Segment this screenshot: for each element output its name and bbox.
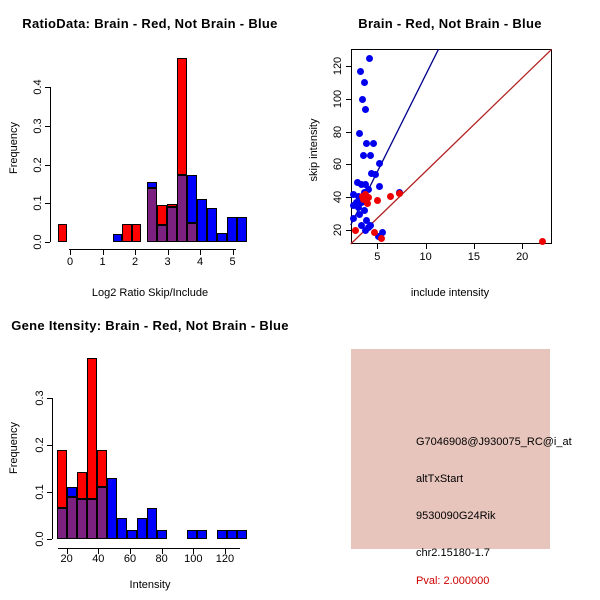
y-axis-tick [346,132,351,133]
y-tick-label: 80 [331,125,344,138]
gene-hist-y-axis-label: Frequency [8,422,20,474]
x-tick-label: 2 [131,256,139,268]
histogram-bar [227,217,237,242]
histogram-bar [122,224,131,242]
histogram-bar [207,208,217,242]
y-tick-label: 100 [331,89,344,108]
data-point-not-brain [370,140,377,147]
y-axis-tick [47,539,52,540]
y-axis-tick [45,87,50,88]
histogram-bar [217,530,227,539]
x-axis-tick [168,250,169,255]
y-tick-label: 0.1 [34,484,46,500]
x-axis-tick [135,250,136,255]
y-axis-tick [346,66,351,67]
data-point-not-brain [357,68,364,75]
x-axis-line [69,249,236,250]
gene-hist-title: Gene Itensity: Brain - Red, Not Brain - Blue [11,318,289,333]
histogram-bar [77,472,87,499]
data-point-not-brain [356,211,363,218]
splice-type-text: altTxStart [416,473,464,485]
histogram-bar [127,530,137,539]
y-axis-tick [346,164,351,165]
histogram-bar [97,450,107,488]
data-point-brain [352,227,359,234]
x-tick-label: 120 [215,553,235,565]
scatter-frame [351,49,552,244]
histogram-bar [187,530,197,539]
histogram-bar [117,518,127,539]
histogram-bar [187,175,197,223]
data-point-brain [387,193,394,200]
x-axis-tick [103,250,104,255]
y-tick-label: 40 [331,191,344,204]
data-point-brain [539,238,546,245]
x-axis-tick [426,244,427,249]
histogram-bar-overlap [187,223,197,242]
x-axis-tick [522,244,523,249]
data-point-not-brain [363,140,370,147]
y-axis-tick [346,197,351,198]
histogram-bar [177,58,187,175]
scatter-x-axis-label: include intensity [410,287,490,299]
x-tick-label: 20 [60,553,73,565]
gene-info-box [351,349,572,587]
histogram-bar-overlap [147,188,157,242]
x-tick-label: 80 [155,553,168,565]
locus-text: chr2.15180-1.7 [416,547,490,559]
panel-intensity-scatter [300,0,600,300]
histogram-bar [132,224,141,242]
y-axis-line [52,398,53,539]
histogram-bar [217,233,227,241]
y-tick-label: 120 [331,56,344,76]
gene-symbol-text: 9530090G24Rik [416,510,496,522]
x-tick-label: 0 [66,256,74,268]
histogram-bar [157,205,167,225]
histogram-bar-overlap [77,499,87,539]
y-tick-label: 0.4 [32,79,44,95]
histogram-bar [57,450,67,509]
x-axis-tick [70,250,71,255]
data-point-not-brain [362,106,369,113]
histogram-bar [157,530,167,539]
y-axis-tick [47,398,52,399]
y-tick-label: 0.0 [32,234,44,250]
data-point-not-brain [376,183,383,190]
data-point-not-brain [366,55,373,62]
histogram-bar [237,217,247,242]
ratio-hist-y-axis-label: Frequency [8,122,20,174]
x-tick-label: 100 [184,553,203,565]
histogram-bar [87,358,97,499]
histogram-bar [147,182,157,187]
pval-text: Pval: 2.000000 [416,575,490,587]
panel-gene-histogram [0,300,300,600]
y-tick-label: 0.3 [32,118,44,134]
histogram-bar [167,204,177,207]
histogram-bar [237,530,247,539]
panel-ratio-histogram [0,0,300,300]
y-axis-tick [346,99,351,100]
x-axis-tick [233,250,234,255]
histogram-bar [227,530,237,539]
x-tick-label: 4 [196,256,204,268]
y-axis-tick [47,492,52,493]
x-tick-label: 20 [516,251,529,263]
scatter-y-axis-label: skip intensity [308,118,320,182]
histogram-bar-overlap [177,175,187,241]
data-point-brain [364,200,371,207]
histogram-bar [197,530,207,539]
y-tick-label: 0.2 [32,156,44,173]
y-tick-label: 0.3 [34,390,46,406]
y-tick-label: 0.1 [32,195,44,211]
y-axis-tick [346,230,351,231]
histogram-bar-overlap [97,487,107,539]
histogram-bar-overlap [167,207,177,242]
x-tick-label: 5 [374,251,381,263]
ratio-hist-x-axis-label: Log2 Ratio Skip/Include [91,287,209,299]
histogram-bar [137,518,147,539]
histogram-bar [113,234,122,242]
y-tick-label: 0.0 [34,531,46,547]
x-axis-line [58,548,240,549]
y-tick-label: 20 [331,223,344,237]
ratio-hist-title: RatioData: Brain - Red, Not Brain - Blue [22,16,278,31]
histogram-bar [147,508,157,539]
y-axis-line [50,87,51,241]
panel-gene-info [300,300,600,600]
data-point-brain [396,190,403,197]
histogram-bar [58,224,67,242]
x-tick-label: 60 [123,553,137,565]
x-tick-label: 40 [92,553,105,565]
histogram-bar-overlap [87,499,97,539]
y-axis-tick [45,242,50,243]
histogram-bar-overlap [157,225,167,241]
x-tick-label: 5 [229,256,236,268]
probe-id-text: G7046908@J930075_RC@i_at [416,436,572,448]
y-tick-label: 60 [331,158,344,171]
histogram-bar-overlap [67,497,77,539]
x-tick-label: 15 [467,251,481,263]
y-axis-tick [45,126,50,127]
histogram-bar [197,199,207,241]
data-point-not-brain [367,152,374,159]
data-point-not-brain [376,160,383,167]
x-tick-label: 1 [99,256,106,268]
data-point-brain [371,229,378,236]
x-axis-tick [474,244,475,249]
x-axis-tick [200,250,201,255]
y-axis-tick [45,203,50,204]
scatter-title: Brain - Red, Not Brain - Blue [358,16,542,31]
x-axis-tick [377,244,378,249]
x-tick-label: 10 [419,251,432,263]
y-axis-tick [45,165,50,166]
histogram-bar-overlap [57,508,67,539]
histogram-bar [107,478,117,539]
histogram-bar [67,487,77,496]
y-axis-tick [47,445,52,446]
y-tick-label: 0.2 [34,437,46,453]
gene-hist-x-axis-label: Intensity [129,579,171,591]
x-tick-label: 3 [164,256,171,268]
